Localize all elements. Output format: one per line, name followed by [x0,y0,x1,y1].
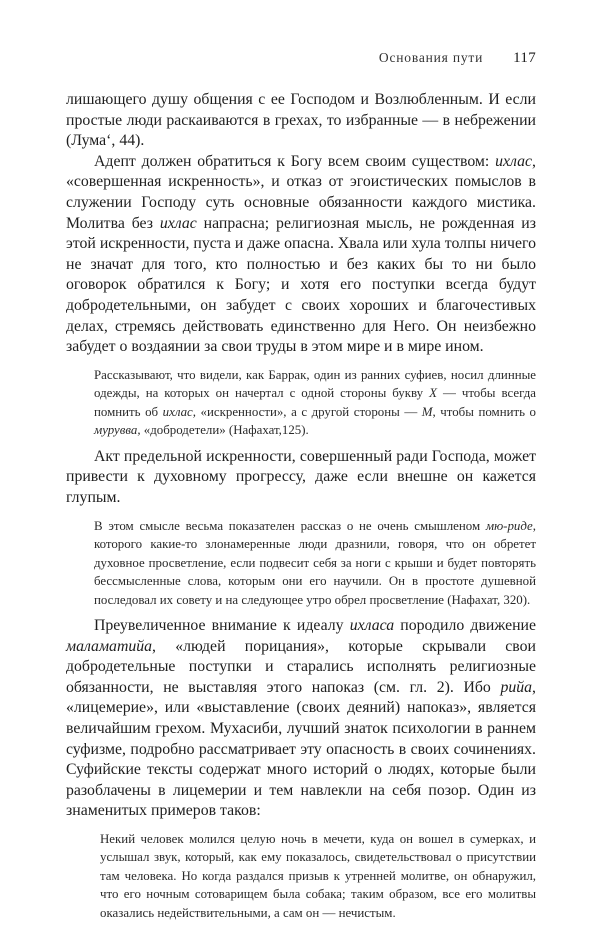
paragraph: Преувеличенное внимание к идеалу ихласа породило движение маламатийа, «людей порицания», которые скрывали свои добродетельные поступки и старались исполнять религиозные обязанности, не выставляя этого напоказ (см. гл. 2). Ибо рийа, «лицемерие», или «выставление (своих деяний) напоказ», является величайшим грехом. Мухасиби, лучший знаток психологии в раннем суфизме, подробно рассматривает эту опасность в своих сочинениях. Суфийские тексты содержат много историй о людях, которые были разоблачены в лицемерии и тем навлекли на себя позор. Один из знаменитых примеров таков: [66,617,536,820]
body-text [66,90,536,929]
running-header [66,50,536,72]
block-quote [66,366,536,440]
block-quote [66,517,536,610]
page-number: 117 [513,50,536,66]
quote-text: Рассказывают, что видели, как Баррак, один из ранних суфиев, носил длинные одежды, на которых он начертал с одной стороны букву Х — чтобы всегда помнить об ихлас, «искренности», а с другой стороны — М, чтобы помнить о мурувва, «добродетели» (Нафахат,125). [94,367,537,438]
quote-text: Некий человек молился целую ночь в мечети, куда он вошел в сумерках, и услышал звук, который, как ему показалось, свидетельствовал о присутствии там человека. Но когда раздался призыв к утренней молитве, он обнаружил, что его ночным сотоварищем была собака; таким образом, все его молитвы оказались недействительными, а сам он — нечистым. [100,831,536,920]
paragraph: лишающего душу общения с ее Господом и Возлюбленным. И если простые люди раскаиваются в грехах, то избранные — в небрежении (Лума‘, 44). [66,91,536,150]
paragraph: Адепт должен обратиться к Богу всем своим существом: ихлас, «совершенная искренность», и отказ от эгоистических помыслов в служении Господу суть основные обязанности каждого мистика. Молитва без ихлас напрасна; религиозная мысль, не рожденная из этой искренности, пуста и даже опасна. Хвала или хула толпы ничего не значат для того, кто полностью и без каких бы то ни было оговорок обратился к Богу; и хотя его поступки всегда будут добродетельными, он забудет с своих хороших и благочестивых делах, стремясь действовать единственно для Него. Он неизбежно забудет о воздаянии за свои труды в этом мире и в мире ином. [66,152,536,356]
paragraph: Акт предельной искренности, совершенный ради Господа, может привести к духовному прогрессу, даже если внешне он кажется глупым. [66,447,536,506]
quote-text: В этом смысле весьма показателен рассказ о не очень смышленом мю-риде, которого какие-то злонамеренные люди дразнили, говоря, что он обретет духовное просветление, если подвесит себя за ноги с крыши и будет повторять бессмысленные слова, которым они его научили. Он в простоте душевной последовал их совету и на следующее утро обрел просветление (Нафахат, 320). [94,518,536,607]
running-title: Основания пути [378,50,484,65]
block-quote [72,830,536,923]
